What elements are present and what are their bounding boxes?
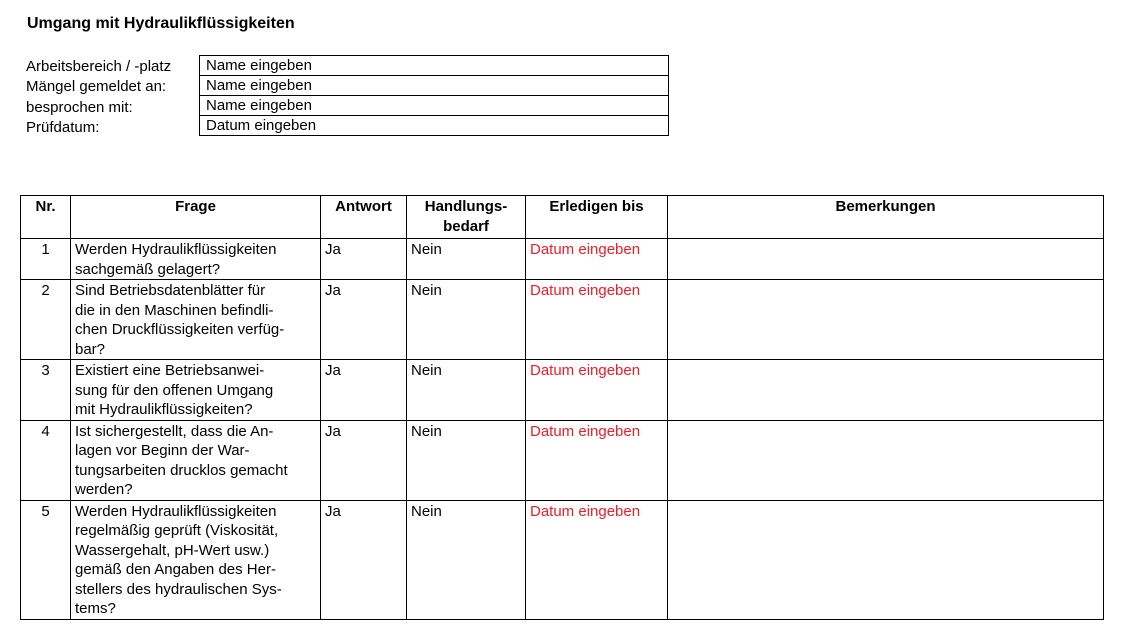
row-handlungsbedarf[interactable]: Nein: [407, 420, 526, 500]
row-bemerkungen[interactable]: [668, 420, 1104, 500]
row-nr: 2: [21, 280, 71, 360]
label-arbeitsbereich: Arbeitsbereich / -platz: [26, 58, 172, 75]
frage-line: tems?: [75, 600, 116, 617]
document-title: Umgang mit Hydraulikflüssigkeiten: [27, 15, 295, 32]
row-handlungsbedarf[interactable]: Nein: [407, 280, 526, 360]
row-frage: [71, 420, 321, 500]
row-erledigen-date[interactable]: Datum eingeben: [526, 360, 668, 421]
frage-line: stellers des hydraulischen Sys-: [75, 580, 282, 598]
row-frage: [71, 500, 321, 619]
frage-line: Werden Hydraulikflüssigkeiten: [75, 241, 277, 258]
row-antwort[interactable]: Ja: [321, 360, 407, 421]
frage-line: Sind Betriebsdatenblätter für: [75, 282, 266, 299]
row-antwort[interactable]: Ja: [321, 500, 407, 619]
row-erledigen-date[interactable]: Datum eingeben: [526, 500, 668, 619]
frage-line: Wassergehalt, pH-Wert usw.): [75, 541, 270, 559]
frage-line: die in den Maschinen befindli-: [75, 301, 274, 319]
frage-line: sachgemäß gelagert?: [75, 260, 221, 278]
frage-line: gemäß den Angaben des Her-: [75, 561, 276, 578]
frage-line: regelmäßig geprüft (Viskosität,: [75, 522, 279, 539]
row-antwort[interactable]: Ja: [321, 420, 407, 500]
frage-line: mit Hydraulikflüssigkeiten?: [75, 401, 253, 418]
row-handlungsbedarf[interactable]: Nein: [407, 239, 526, 280]
header-antwort: Antwort: [321, 196, 407, 239]
header-erledigen: Erledigen bis: [526, 196, 668, 239]
row-handlungsbedarf[interactable]: Nein: [407, 500, 526, 619]
table-header-row: [21, 196, 1104, 239]
row-nr: 4: [21, 420, 71, 500]
row-handlungsbedarf[interactable]: Nein: [407, 360, 526, 421]
meta-labels: [26, 57, 171, 138]
pruefdatum-field[interactable]: Datum eingeben: [206, 117, 317, 134]
besprochen-mit-field[interactable]: Name eingeben: [200, 96, 668, 116]
row-bemerkungen[interactable]: [668, 239, 1104, 280]
frage-line: chen Druckflüssigkeiten verfüg-: [75, 321, 285, 338]
maengel-gemeldet-field[interactable]: Name eingeben: [200, 76, 668, 96]
table-row: [21, 280, 1104, 360]
table-row: [21, 500, 1104, 619]
header-frage: Frage: [71, 196, 321, 239]
frage-line: lagen vor Beginn der War-: [75, 442, 250, 459]
row-bemerkungen[interactable]: [668, 360, 1104, 421]
row-erledigen-date[interactable]: Datum eingeben: [526, 420, 668, 500]
arbeitsbereich-field[interactable]: Name eingeben: [200, 56, 668, 76]
frage-line: Existiert eine Betriebsanwei-: [75, 362, 265, 379]
header-nr: Nr.: [21, 196, 71, 239]
header-bemerkungen: Bemerkungen: [668, 196, 1104, 239]
frage-line: tungsarbeiten drucklos gemacht: [75, 461, 288, 479]
row-bemerkungen[interactable]: [668, 500, 1104, 619]
row-nr: 5: [21, 500, 71, 619]
checklist-table: [20, 195, 1104, 620]
frage-line: bar?: [75, 340, 106, 358]
meta-fields-box: [199, 55, 669, 136]
row-frage: [71, 239, 321, 280]
row-frage: [71, 280, 321, 360]
row-erledigen-date[interactable]: Datum eingeben: [526, 280, 668, 360]
frage-line: sung für den offenen Umgang: [75, 381, 274, 399]
frage-line: Ist sichergestellt, dass die An-: [75, 422, 274, 440]
table-row: [21, 420, 1104, 500]
table-row: [21, 239, 1104, 280]
row-antwort[interactable]: Ja: [321, 280, 407, 360]
frage-line: Werden Hydraulikflüssigkeiten: [75, 502, 277, 520]
row-bemerkungen[interactable]: [668, 280, 1104, 360]
header-handlungsbedarf-line2: bedarf: [443, 217, 489, 235]
header-handlungsbedarf-line1: Handlungs-: [424, 198, 508, 215]
table-row: [21, 360, 1104, 421]
label-maengel-gemeldet: Mängel gemeldet an:: [26, 78, 167, 96]
row-frage: [71, 360, 321, 421]
label-pruefdatum: Prüfdatum:: [26, 118, 100, 136]
row-nr: 3: [21, 360, 71, 421]
row-nr: 1: [21, 239, 71, 280]
label-besprochen-mit: besprochen mit:: [26, 98, 133, 116]
header-handlungsbedarf: [407, 196, 526, 239]
frage-line: werden?: [75, 481, 133, 498]
row-erledigen-date[interactable]: Datum eingeben: [526, 239, 668, 280]
row-antwort[interactable]: Ja: [321, 239, 407, 280]
